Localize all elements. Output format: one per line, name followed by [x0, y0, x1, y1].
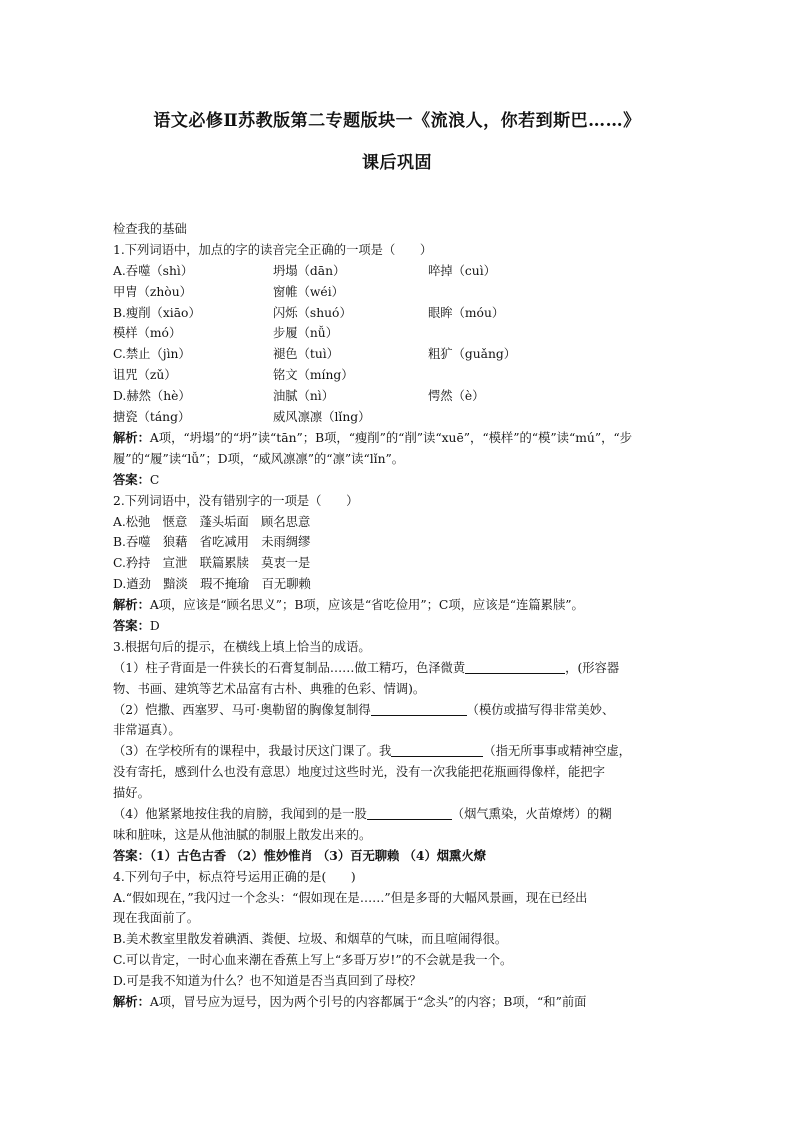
q1-cell — [428, 323, 628, 344]
q4-analysis — [113, 992, 688, 1013]
q1-cell: 模样（mó） — [113, 326, 182, 341]
q1-cell: 步履（nǚ） — [273, 326, 339, 341]
analysis-label: 解析： — [113, 993, 150, 1009]
q1-cell: 威风凛凛（lǐng） — [273, 410, 371, 425]
q3-text: （模仿或描写得非常美妙、 — [466, 702, 615, 717]
q3-item-3-cont: 没有寄托，感到什么也没有意思）地度过这些时光，没有一次我能把花瓶画得像样，能把字 — [113, 765, 605, 780]
q3-item-3 — [113, 741, 688, 762]
q1-row — [113, 282, 688, 303]
q1-cell: 眼眸（móu） — [428, 305, 505, 320]
q3-answer — [113, 846, 688, 867]
q3-item-1 — [113, 658, 688, 679]
q3-text: （3）在学校所有的课程中，我最讨厌这门课了。我 — [113, 744, 392, 759]
q2-stem: 2.下列词语中，没有错别字的一项是（ ） — [113, 493, 359, 508]
answer-blank[interactable] — [367, 805, 452, 820]
q4-option-d: D.可是我不知道为什么？也不知道是否当真回到了母校？ — [113, 974, 422, 989]
q1-stem: 1.下列词语中，加点的字的读音完全正确的一项是（ ） — [113, 242, 433, 257]
page-subtitle: 课后巩固 — [362, 153, 432, 173]
q1-cell: 褪色（tuì） — [273, 347, 339, 362]
q1-cell: 闪烁（shuó） — [273, 305, 352, 320]
q1-row — [113, 365, 688, 386]
answer-label: 答案： — [113, 471, 150, 487]
q4-option-b: B.美术教室里散发着碘酒、粪便、垃圾、和烟草的气味，而且喧闹得很。 — [113, 932, 508, 947]
section-heading: 检查我的基础 — [113, 222, 187, 236]
answer-text: D — [149, 618, 160, 633]
page-title: 语文必修Ⅱ苏教版第二专题版块一《流浪人，你若到斯巴……》 — [153, 111, 641, 131]
q3-text: ，(形容器 — [565, 660, 620, 675]
q1-row — [113, 344, 688, 365]
analysis-label: 解析： — [113, 597, 150, 613]
q3-item-3-end: 描好。 — [113, 786, 150, 801]
q3-item-2-cont: 非常逼真）。 — [113, 723, 181, 738]
q1-row — [113, 303, 688, 324]
q3-text: （烟气熏染，火苗燎烤）的糊 — [451, 806, 612, 821]
q1-analysis — [113, 428, 688, 470]
q3-stem: 3.根据句后的提示，在横线上填上恰当的成语。 — [113, 639, 371, 654]
q2-analysis — [113, 595, 688, 616]
q3-item-4 — [113, 804, 688, 825]
q1-cell: 啐掉（cuì） — [428, 263, 496, 278]
q1-cell — [428, 282, 628, 303]
q1-cell: 粗犷（guǎng） — [428, 347, 517, 362]
q1-cell: B.瘦削（xiāo） — [113, 305, 201, 320]
answer-text: C — [149, 472, 160, 487]
q1-cell: 坍塌（dān） — [273, 263, 346, 278]
q2-answer — [113, 616, 688, 637]
analysis-label: 解析： — [113, 429, 150, 445]
answer-label: 答案： — [113, 617, 150, 633]
q3-text: （2）恺撒、西塞罗、马可·奥勒留的胸像复制得 — [113, 702, 371, 717]
q1-cell: 窗帷（wéi） — [273, 284, 344, 299]
q1-row — [113, 323, 688, 344]
q3-item-2 — [113, 700, 688, 721]
answer-label: 答案： — [113, 847, 150, 863]
q3-item-4-cont: 味和脏味，这是从他油腻的制服上散发出来的。 — [113, 827, 372, 842]
q1-cell: D.赫然（hè） — [113, 389, 191, 404]
q1-cell: 油腻（nì） — [273, 389, 335, 404]
q3-item-1-cont: 物、书画、建筑等艺术品富有古朴、典雅的色彩、情调)。 — [113, 681, 426, 696]
analysis-text: A项，应该是“顾名思义”；B项，应该是“省吃俭用”；C项，应该是“连篇累牍”。 — [149, 598, 584, 613]
q1-cell — [428, 407, 628, 428]
answer-blank[interactable] — [371, 701, 467, 716]
answer-blank[interactable] — [391, 742, 483, 757]
q1-cell — [428, 365, 628, 386]
q1-cell: A.吞噬（shì） — [113, 263, 194, 278]
q2-option: A.松弛 惬意 蓬头垢面 顾名思意 — [113, 514, 311, 529]
document-body — [113, 219, 688, 1013]
q1-cell: 愕然（è） — [428, 389, 485, 404]
q3-text: （指无所事事或精神空虚， — [483, 744, 631, 759]
q1-cell: C.禁止（jìn） — [113, 347, 191, 362]
q1-cell: 铭文（míng） — [273, 368, 354, 383]
analysis-text: A项，“坍塌”的“坍”读“tān”；B项，“瘦削”的“削”读“xuē”，“模样”的“模”读“mú”，“步履”的“履”读“lǚ”；D项，“威风凛凛”的“凛”读“lǐn”。 — [113, 430, 633, 466]
q1-cell: 搪瓷（táng） — [113, 410, 191, 425]
q3-text: （4）他紧紧地按住我的肩膀，我闻到的是一股 — [113, 806, 367, 821]
q4-option-c: C.可以肯定，一时心血来潮在香蕉上写上“多哥万岁!”的不会就是我一个。 — [113, 953, 513, 968]
q1-row — [113, 386, 688, 407]
answer-text: （1）古色古香 （2）惟妙惟肖 （3）百无聊赖 （4）烟熏火燎 — [149, 847, 486, 863]
q2-option: C.矜持 宣泄 联篇累牍 莫衷一是 — [113, 556, 311, 571]
q1-answer — [113, 470, 688, 491]
q2-option: D.遒劲 黯淡 瑕不掩瑜 百无聊赖 — [113, 577, 311, 592]
q1-cell: 诅咒（zǔ） — [113, 368, 177, 383]
analysis-text: A项，冒号应为逗号，因为两个引号的内容都属于“念头”的内容；B项，“和”前面 — [149, 994, 587, 1009]
q1-row — [113, 407, 688, 428]
q4-stem: 4.下列句子中，标点符号运用正确的是( ) — [113, 869, 356, 884]
q1-row — [113, 261, 688, 282]
q1-cell: 甲胄（zhòu） — [113, 284, 192, 299]
q4-option-a: A.“假如现在，”我闪过一个念头：“假如现在是……”但是多哥的大幅风景画，现在已经出 — [113, 890, 588, 905]
q2-option: B.吞噬 狼藉 省吃减用 未雨绸缪 — [113, 535, 311, 550]
q4-option-a-cont: 现在我面前了。 — [113, 911, 200, 926]
answer-blank[interactable] — [465, 659, 565, 674]
q3-text: （1）柱子背面是一件狭长的石膏复制品……做工精巧，色泽微黄 — [113, 660, 466, 675]
